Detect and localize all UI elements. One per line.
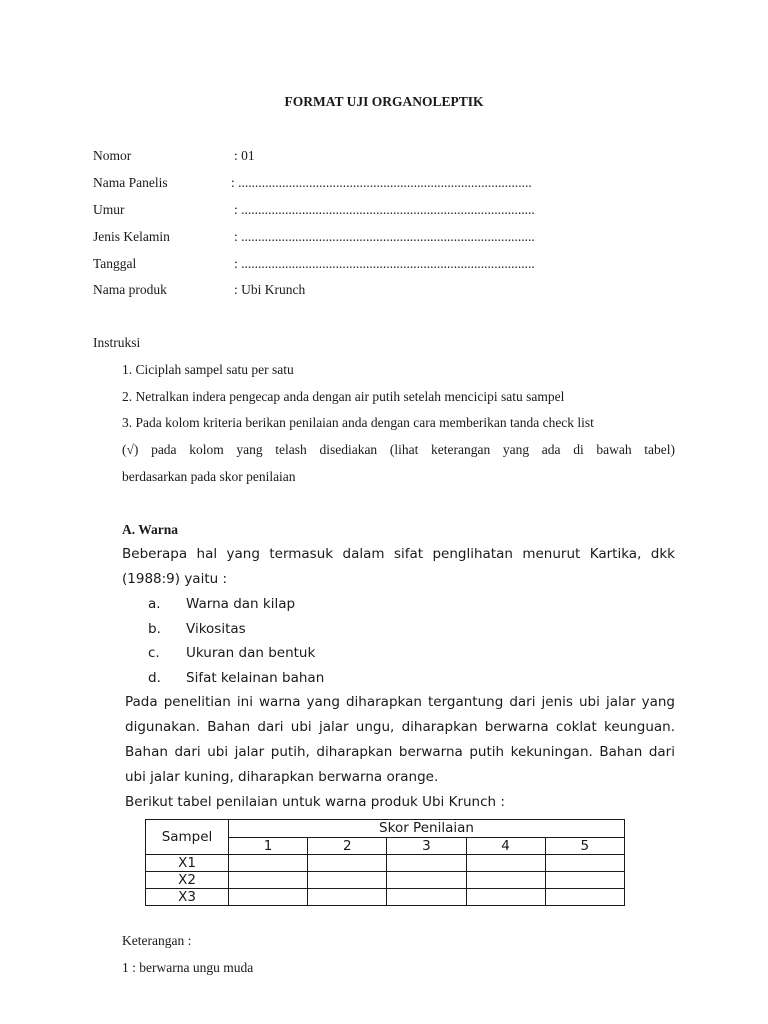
table-cell[interactable] (545, 855, 624, 872)
keterangan-item-1: 1 : berwarna ungu muda (122, 960, 254, 975)
table-cell-sampel: X1 (146, 855, 229, 872)
instructions-heading: Instruksi (93, 335, 141, 350)
list-item-letter: b. (148, 621, 161, 637)
paragraph-line-2: digunakan. Bahan dari ubi jalar ungu, diharapkan berwarna coklat keunguan. (125, 719, 675, 735)
table-cell[interactable] (229, 872, 308, 889)
table-header-score: 4 (466, 837, 545, 855)
field-value-tanggal: : ....................................................................................... (234, 256, 535, 271)
table-header-skor: Skor Penilaian (229, 820, 625, 838)
table-header-score: 1 (229, 837, 308, 855)
table-intro: Berikut tabel penilaian untuk warna produk Ubi Krunch : (125, 794, 505, 810)
table-cell[interactable] (229, 855, 308, 872)
table-cell[interactable] (466, 889, 545, 906)
page-title: FORMAT UJI ORGANOLEPTIK (284, 94, 484, 109)
table-cell-sampel: X3 (146, 889, 229, 906)
table-cell[interactable] (545, 889, 624, 906)
table-row (146, 889, 625, 906)
field-value-nomor: : 01 (234, 148, 255, 163)
table-cell[interactable] (545, 872, 624, 889)
keterangan-heading: Keterangan : (122, 933, 192, 948)
table-row (146, 872, 625, 889)
list-item-letter: c. (148, 645, 160, 661)
table-header-sampel: Sampel (146, 820, 229, 855)
table-cell[interactable] (466, 872, 545, 889)
table-header-score: 3 (387, 837, 466, 855)
table-header-score: 2 (308, 837, 387, 855)
section-heading: A. Warna (122, 522, 179, 537)
table-row (146, 855, 625, 872)
table-cell[interactable] (229, 889, 308, 906)
list-item-letter: a. (148, 596, 161, 612)
table-cell[interactable] (308, 889, 387, 906)
table-cell[interactable] (466, 855, 545, 872)
table-cell[interactable] (308, 872, 387, 889)
paragraph-line-3: Bahan dari ubi jalar putih, diharapkan berwarna putih kekuningan. Bahan dari (125, 744, 675, 760)
field-label-nama-produk: Nama produk (93, 282, 167, 297)
instruction-item-3-line-1: 3. Pada kolom kriteria berikan penilaian anda dengan cara memberikan tanda check list (122, 415, 594, 430)
paragraph-line-1: Pada penelitian ini warna yang diharapkan tergantung dari jenis ubi jalar yang (125, 694, 675, 710)
field-value-nama-produk: : Ubi Krunch (234, 282, 306, 297)
table-cell[interactable] (387, 872, 466, 889)
field-value-nama-panelis: : ....................................................................................... (231, 175, 532, 190)
list-item-text: Vikositas (186, 621, 246, 637)
field-value-jenis-kelamin: : ....................................................................................... (234, 229, 535, 244)
score-table (145, 819, 625, 906)
intro-line-2: (1988:9) yaitu : (122, 571, 228, 587)
list-item-text: Ukuran dan bentuk (186, 645, 316, 661)
table-cell[interactable] (308, 855, 387, 872)
field-label-tanggal: Tanggal (93, 256, 137, 271)
instruction-item-2: 2. Netralkan indera pengecap anda dengan air putih setelah mencicipi satu sampel (122, 389, 565, 404)
field-label-umur: Umur (93, 202, 125, 217)
table-header-score: 5 (545, 837, 624, 855)
paragraph-line-4: ubi jalar kuning, diharapkan berwarna orange. (125, 769, 439, 785)
field-value-umur: : ....................................................................................... (234, 202, 535, 217)
field-label-jenis-kelamin: Jenis Kelamin (93, 229, 170, 244)
field-label-nomor: Nomor (93, 148, 132, 163)
intro-line-1: Beberapa hal yang termasuk dalam sifat penglihatan menurut Kartika, dkk (122, 546, 675, 562)
table-cell[interactable] (387, 889, 466, 906)
instruction-item-3-line-3: berdasarkan pada skor penilaian (122, 469, 296, 484)
table-cell[interactable] (387, 855, 466, 872)
instruction-item-3-line-2: (√) pada kolom yang telash disediakan (lihat keterangan yang ada di bawah tabel) (122, 442, 675, 457)
list-item-text: Sifat kelainan bahan (186, 670, 325, 686)
field-label-nama-panelis: Nama Panelis (93, 175, 168, 190)
table-cell-sampel: X2 (146, 872, 229, 889)
list-item-text: Warna dan kilap (186, 596, 296, 612)
list-item-letter: d. (148, 670, 161, 686)
instruction-item-1: 1. Ciciplah sampel satu per satu (122, 362, 294, 377)
